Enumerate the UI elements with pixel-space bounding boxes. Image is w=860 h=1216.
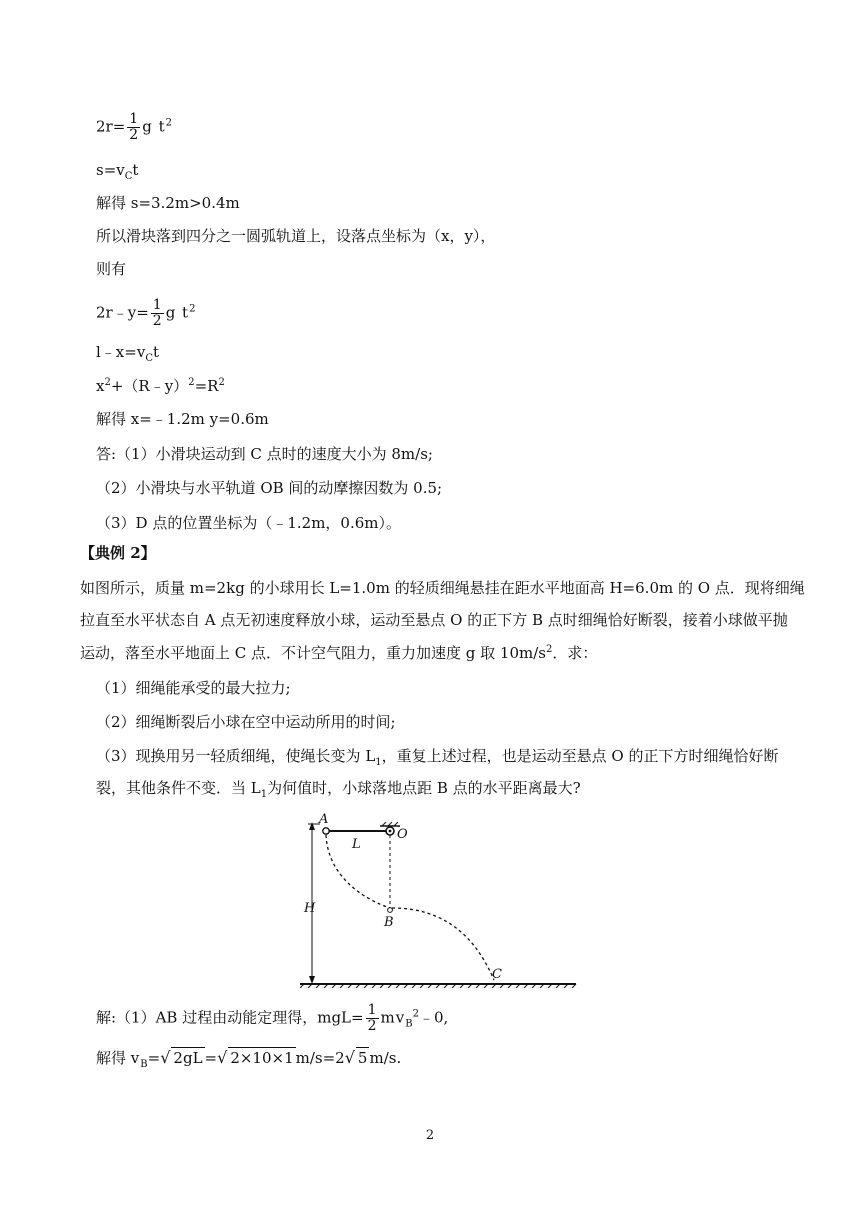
var-v: v (130, 1049, 141, 1067)
question-1: （1）细绳能承受的最大拉力; (96, 679, 291, 697)
eq-text: =R (194, 377, 219, 395)
sqrt-icon: √ (344, 1048, 355, 1067)
exponent: 2 (412, 1008, 419, 1020)
radicand: 2gL (173, 1049, 203, 1067)
frac-num: 1 (367, 1002, 377, 1018)
equals: = (204, 1049, 218, 1067)
example-title: 【典例 2】 (80, 544, 156, 562)
height-arrow-bottom (309, 976, 315, 984)
solution-line-1 (96, 1003, 448, 1034)
pivot-center (389, 830, 392, 833)
text: 裂，其他条件不变．当 L (96, 779, 261, 797)
text: m/s=2 (295, 1049, 345, 1067)
label-a: A (319, 812, 329, 827)
eq-text: l﹣x=v (96, 343, 146, 361)
subscript: 1 (260, 789, 268, 800)
solution-line-2 (96, 1047, 401, 1068)
text-line: 则有 (96, 260, 127, 278)
equation-circle (96, 376, 225, 396)
equals: = (147, 1049, 161, 1067)
exponent: 2 (104, 377, 111, 388)
eq-text: t (132, 161, 139, 179)
subscript: C (145, 353, 153, 364)
equation-horizontal (96, 342, 159, 362)
text: 解:（1）AB 过程由动能定理得，mgL= (96, 1008, 364, 1027)
answer-2: （2）小滑块与水平轨道 OB 间的动摩擦因数为 0.5; (96, 479, 443, 497)
text: 为何值时，小球落地点距 B 点的水平距离最大? (267, 779, 581, 797)
ball-b (388, 908, 393, 913)
text: ，重复上述过程，也是运动至悬点 O 的正下方时细绳恰好断 (381, 747, 779, 765)
text: ．求： (552, 644, 598, 662)
eq-lhs: 2r﹣y= (96, 303, 149, 322)
sqrt-icon: √ (160, 1048, 171, 1067)
problem-line-3 (80, 643, 597, 663)
radicand: 5 (357, 1049, 368, 1067)
label-h: H (304, 901, 316, 916)
eq-rhs: g t (165, 303, 190, 322)
exponent: 2 (188, 377, 195, 388)
frac-den: 2 (129, 127, 139, 143)
equation-vertical (96, 298, 195, 329)
fraction-half (366, 1003, 379, 1034)
sqrt-icon: √ (217, 1048, 228, 1067)
text: m/s. (369, 1049, 402, 1067)
radicand: 2×10×1 (230, 1049, 294, 1067)
exponent: 2 (165, 117, 172, 129)
text: 解得 (96, 1049, 127, 1067)
page-number: 2 (425, 1128, 435, 1143)
label-o: O (397, 827, 408, 842)
exponent: 2 (189, 303, 196, 315)
fraction-half (127, 112, 140, 143)
eq-text: t (152, 343, 159, 361)
equation-distance (96, 160, 138, 180)
frac-num: 1 (129, 111, 139, 127)
text: ﹣0, (418, 1008, 449, 1027)
text: mv (380, 1008, 406, 1027)
label-c: C (492, 967, 502, 982)
problem-line-2: 拉直至水平状态自 A 点无初速度释放小球，运动至悬点 O 的正下方 B 点时细绳恰好断裂，接着小球做平抛 (80, 611, 788, 629)
projectile-path (392, 908, 494, 980)
fraction-half (151, 298, 164, 329)
exponent: 2 (218, 377, 225, 388)
label-b: B (384, 915, 394, 930)
eq-rhs: g t (142, 117, 166, 136)
subscript: B (140, 1059, 148, 1070)
equation-free-fall (96, 112, 172, 143)
answer-3: （3）D 点的位置坐标为（﹣1.2m，0.6m）。 (96, 514, 401, 532)
text-line: 所以滑块落到四分之一圆弧轨道上，设落点坐标为（x，y）， (96, 227, 496, 245)
ball-a (323, 828, 329, 834)
frac-den: 2 (152, 313, 162, 329)
subscript: 1 (375, 757, 382, 768)
eq-text: s=v (96, 161, 125, 179)
eq-text: x (96, 377, 105, 395)
eq-text: +（R﹣y） (110, 377, 189, 395)
text-line: 解得 s=3.2m>0.4m (96, 194, 240, 212)
pendulum-figure (296, 808, 578, 988)
frac-den: 2 (367, 1018, 377, 1034)
frac-num: 1 (152, 297, 162, 313)
text-line: 解得 x=﹣1.2m y=0.6m (96, 410, 269, 428)
subscript: C (124, 171, 133, 182)
answer-1: 答:（1）小滑块运动到 C 点时的速度大小为 8m/s; (96, 445, 433, 463)
eq-lhs: 2r= (96, 117, 126, 136)
height-arrow-top (309, 822, 315, 830)
question-3-line-2 (96, 778, 581, 798)
question-2: （2）细绳断裂后小球在空中运动所用的时间; (96, 713, 396, 731)
subscript: B (405, 1018, 413, 1030)
problem-line-1: 如图所示，质量 m=2kg 的小球用长 L=1.0m 的轻质细绳悬挂在距水平地面高 H=6.0m 的 O 点．现将细绳 (80, 579, 805, 597)
exponent: 2 (545, 644, 553, 655)
label-l: L (352, 837, 361, 852)
text: （3）现换用另一轻质细绳，使绳长变为 L (96, 747, 376, 765)
question-3-line-1 (96, 746, 779, 766)
text: 运动，落至水平地面上 C 点．不计空气阻力，重力加速度 g 取 10m/s (80, 644, 546, 662)
